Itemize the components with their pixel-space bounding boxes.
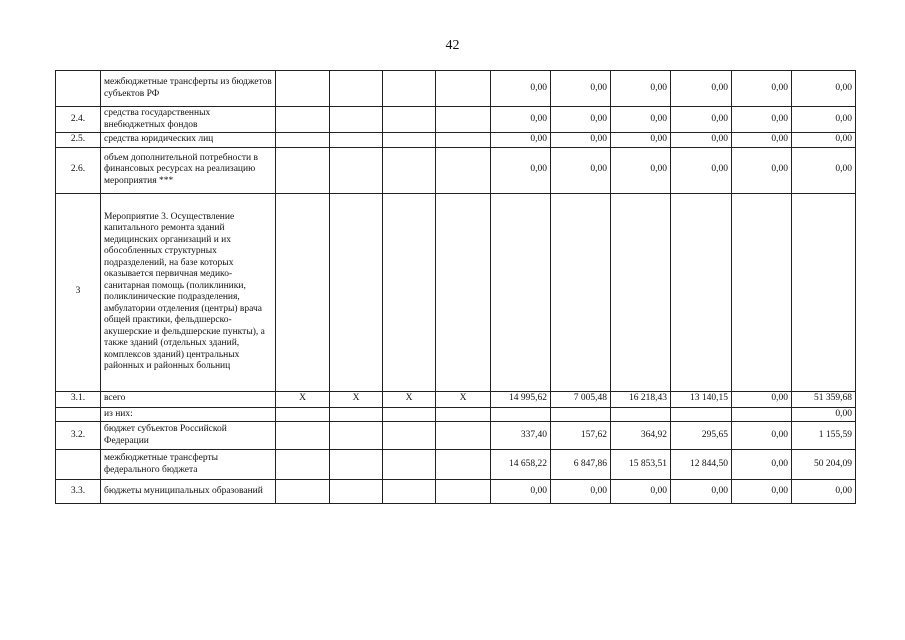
row-name-cell: межбюджетные трансферты федерального бюджета (101, 450, 276, 480)
mark-cell (330, 480, 383, 504)
value-cell (792, 193, 856, 391)
value-cell: 1 155,59 (792, 422, 856, 450)
value-cell: 0,00 (611, 71, 671, 107)
table-row (56, 107, 856, 133)
value-cell (551, 407, 611, 422)
value-cell: 0,00 (551, 147, 611, 193)
value-cell: 0,00 (551, 71, 611, 107)
mark-cell (436, 422, 491, 450)
row-name-cell: бюджеты муниципальных образований (101, 480, 276, 504)
mark-cell (383, 147, 436, 193)
row-name-cell: из них: (101, 407, 276, 422)
value-cell: 0,00 (671, 480, 732, 504)
value-cell: 13 140,15 (671, 391, 732, 407)
value-cell: 0,00 (491, 133, 551, 148)
mark-cell (436, 480, 491, 504)
mark-cell: X (436, 391, 491, 407)
mark-cell (330, 407, 383, 422)
row-name-cell: средства юридических лиц (101, 133, 276, 148)
value-cell (611, 407, 671, 422)
mark-cell (276, 71, 330, 107)
mark-cell (276, 422, 330, 450)
mark-cell (276, 407, 330, 422)
table-row (56, 422, 856, 450)
value-cell: 14 995,62 (491, 391, 551, 407)
budget-table (55, 70, 856, 504)
mark-cell (330, 71, 383, 107)
value-cell: 0,00 (551, 133, 611, 148)
value-cell (491, 193, 551, 391)
mark-cell (383, 133, 436, 148)
value-cell: 0,00 (671, 133, 732, 148)
row-name-cell: Мероприятие 3. Осуществление капитального ремонта зданий медицинских организаций и их обособленных структурных подразделений, на базе которых оказывается первичная медико-санитарная помощь (поликлиники, поликлинические подразделения, амбулатории отделения (центры) врача общей практики, фельдшерско-акушерские и фельдшерские пункты), а также зданий (отдельных зданий, комплексов зданий) центральных районных и районных больниц (101, 193, 276, 391)
row-number-cell (56, 450, 101, 480)
value-cell: 0,00 (732, 147, 792, 193)
value-cell: 0,00 (732, 422, 792, 450)
value-cell (732, 193, 792, 391)
mark-cell (383, 422, 436, 450)
row-number-cell (56, 71, 101, 107)
mark-cell (276, 133, 330, 148)
mark-cell (436, 450, 491, 480)
mark-cell (383, 407, 436, 422)
mark-cell (436, 133, 491, 148)
value-cell: 0,00 (792, 480, 856, 504)
value-cell (732, 407, 792, 422)
mark-cell (330, 422, 383, 450)
value-cell: 0,00 (551, 480, 611, 504)
mark-cell (436, 193, 491, 391)
value-cell: 0,00 (491, 107, 551, 133)
table-row (56, 391, 856, 407)
value-cell: 0,00 (792, 147, 856, 193)
value-cell: 0,00 (792, 107, 856, 133)
row-number-cell: 3.1. (56, 391, 101, 407)
mark-cell (383, 193, 436, 391)
row-number-cell: 3.3. (56, 480, 101, 504)
mark-cell (383, 480, 436, 504)
value-cell: 337,40 (491, 422, 551, 450)
value-cell: 0,00 (732, 450, 792, 480)
mark-cell (276, 193, 330, 391)
mark-cell: X (383, 391, 436, 407)
value-cell (671, 407, 732, 422)
value-cell: 0,00 (671, 147, 732, 193)
mark-cell (436, 147, 491, 193)
value-cell: 50 204,09 (792, 450, 856, 480)
value-cell: 0,00 (671, 107, 732, 133)
mark-cell (330, 133, 383, 148)
value-cell: 0,00 (491, 71, 551, 107)
mark-cell (383, 450, 436, 480)
mark-cell (330, 450, 383, 480)
value-cell: 0,00 (611, 147, 671, 193)
table-row (56, 133, 856, 148)
row-number-cell: 3 (56, 193, 101, 391)
value-cell: 0,00 (732, 133, 792, 148)
value-cell: 6 847,86 (551, 450, 611, 480)
value-cell: 0,00 (611, 107, 671, 133)
row-name-cell: бюджет субъектов Российской Федерации (101, 422, 276, 450)
value-cell: 0,00 (491, 147, 551, 193)
row-number-cell: 2.5. (56, 133, 101, 148)
row-name-cell: средства государственных внебюджетных фондов (101, 107, 276, 133)
value-cell: 51 359,68 (792, 391, 856, 407)
row-number-cell: 2.4. (56, 107, 101, 133)
mark-cell (436, 407, 491, 422)
value-cell (491, 407, 551, 422)
row-name-cell: объем дополнительной потребности в финансовых ресурсах на реализацию мероприятия *** (101, 147, 276, 193)
mark-cell (436, 71, 491, 107)
mark-cell (276, 450, 330, 480)
value-cell: 0,00 (611, 133, 671, 148)
value-cell: 12 844,50 (671, 450, 732, 480)
value-cell: 0,00 (611, 480, 671, 504)
value-cell (611, 193, 671, 391)
table-row (56, 71, 856, 107)
value-cell (671, 193, 732, 391)
row-name-cell: межбюджетные трансферты из бюджетов субъектов РФ (101, 71, 276, 107)
value-cell: 157,62 (551, 422, 611, 450)
table-row (56, 193, 856, 391)
value-cell: 15 853,51 (611, 450, 671, 480)
row-number-cell: 3.2. (56, 422, 101, 450)
value-cell: 0,00 (732, 480, 792, 504)
mark-cell (330, 193, 383, 391)
value-cell: 0,00 (792, 133, 856, 148)
value-cell: 0,00 (671, 71, 732, 107)
value-cell: 7 005,48 (551, 391, 611, 407)
mark-cell (383, 107, 436, 133)
value-cell: 0,00 (732, 107, 792, 133)
table-row (56, 450, 856, 480)
mark-cell (276, 107, 330, 133)
value-cell: 0,00 (491, 480, 551, 504)
value-cell: 16 218,43 (611, 391, 671, 407)
value-cell: 14 658,22 (491, 450, 551, 480)
table-row (56, 480, 856, 504)
value-cell: 0,00 (551, 107, 611, 133)
table-row (56, 147, 856, 193)
row-number-cell: 2.6. (56, 147, 101, 193)
value-cell (551, 193, 611, 391)
mark-cell (436, 107, 491, 133)
table-row (56, 407, 856, 422)
row-number-cell (56, 407, 101, 422)
value-cell: 0,00 (732, 391, 792, 407)
row-name-cell: всего (101, 391, 276, 407)
value-cell: 0,00 (732, 71, 792, 107)
mark-cell (276, 480, 330, 504)
mark-cell (330, 107, 383, 133)
value-cell: 0,00 (792, 407, 856, 422)
value-cell: 364,92 (611, 422, 671, 450)
value-cell: 295,65 (671, 422, 732, 450)
mark-cell (276, 147, 330, 193)
value-cell: 0,00 (792, 71, 856, 107)
mark-cell (330, 147, 383, 193)
table-body (56, 71, 856, 504)
mark-cell: X (276, 391, 330, 407)
mark-cell: X (330, 391, 383, 407)
page-number: 42 (445, 38, 460, 53)
mark-cell (383, 71, 436, 107)
